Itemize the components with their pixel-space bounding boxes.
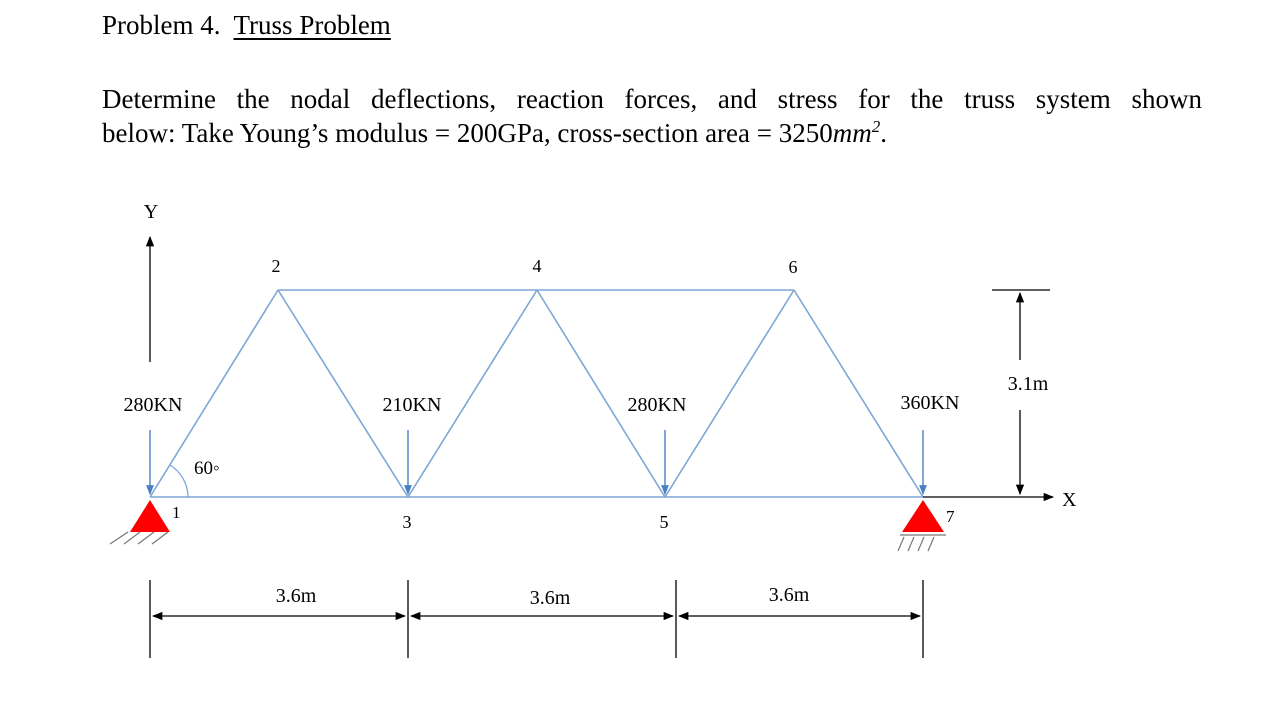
problem-subject: Truss Problem — [233, 10, 391, 40]
area-unit: mm — [832, 118, 872, 148]
statement-line-1: Determine the nodal deflections, reaction forces, and stress for the truss system shown — [102, 84, 1202, 114]
ground-hatch — [152, 532, 168, 544]
span-1-label: 3.6m — [275, 585, 317, 607]
node-label-2: 2 — [271, 256, 281, 276]
statement-line-2-text: below: Take Young’s modulus = 200GPa, cross-section area = 3250 — [102, 118, 833, 148]
node-label-3: 3 — [402, 512, 412, 532]
node-label-1: 1 — [172, 503, 181, 522]
pin-support-left — [130, 500, 170, 532]
support-node-7 — [898, 500, 946, 551]
load-label-node-7: 360KN — [900, 392, 960, 414]
area-exponent: 2 — [871, 117, 881, 136]
truss-members — [150, 290, 923, 497]
pin-support-right — [902, 500, 944, 532]
span-3-label: 3.6m — [768, 584, 810, 606]
span-2-label: 3.6m — [529, 587, 571, 609]
load-label-node-5: 280KN — [627, 394, 687, 416]
node-label-4: 4 — [532, 256, 542, 276]
statement-end: . — [880, 118, 887, 148]
angle-label: 60◦ — [194, 458, 220, 479]
node-label-7: 7 — [946, 507, 955, 526]
load-label-node-1: 280KN — [123, 394, 183, 416]
support-node-1 — [110, 500, 170, 544]
ground-hatch — [110, 532, 128, 544]
problem-number: Problem 4. — [102, 10, 221, 40]
ground-hatch — [928, 537, 934, 551]
ground-hatch — [918, 537, 924, 551]
y-axis-label: Y — [143, 201, 159, 223]
load-label-node-3: 210KN — [382, 394, 442, 416]
x-axis-label: X — [1062, 489, 1077, 511]
node-label-6: 6 — [788, 257, 798, 277]
ground-hatch — [908, 537, 914, 551]
node-label-5: 5 — [659, 512, 669, 532]
ground-hatch — [898, 537, 904, 551]
height-label: 3.1m — [1007, 373, 1049, 395]
angle-arc — [170, 465, 188, 497]
ground-hatch — [138, 532, 154, 544]
ground-hatch — [124, 532, 140, 544]
